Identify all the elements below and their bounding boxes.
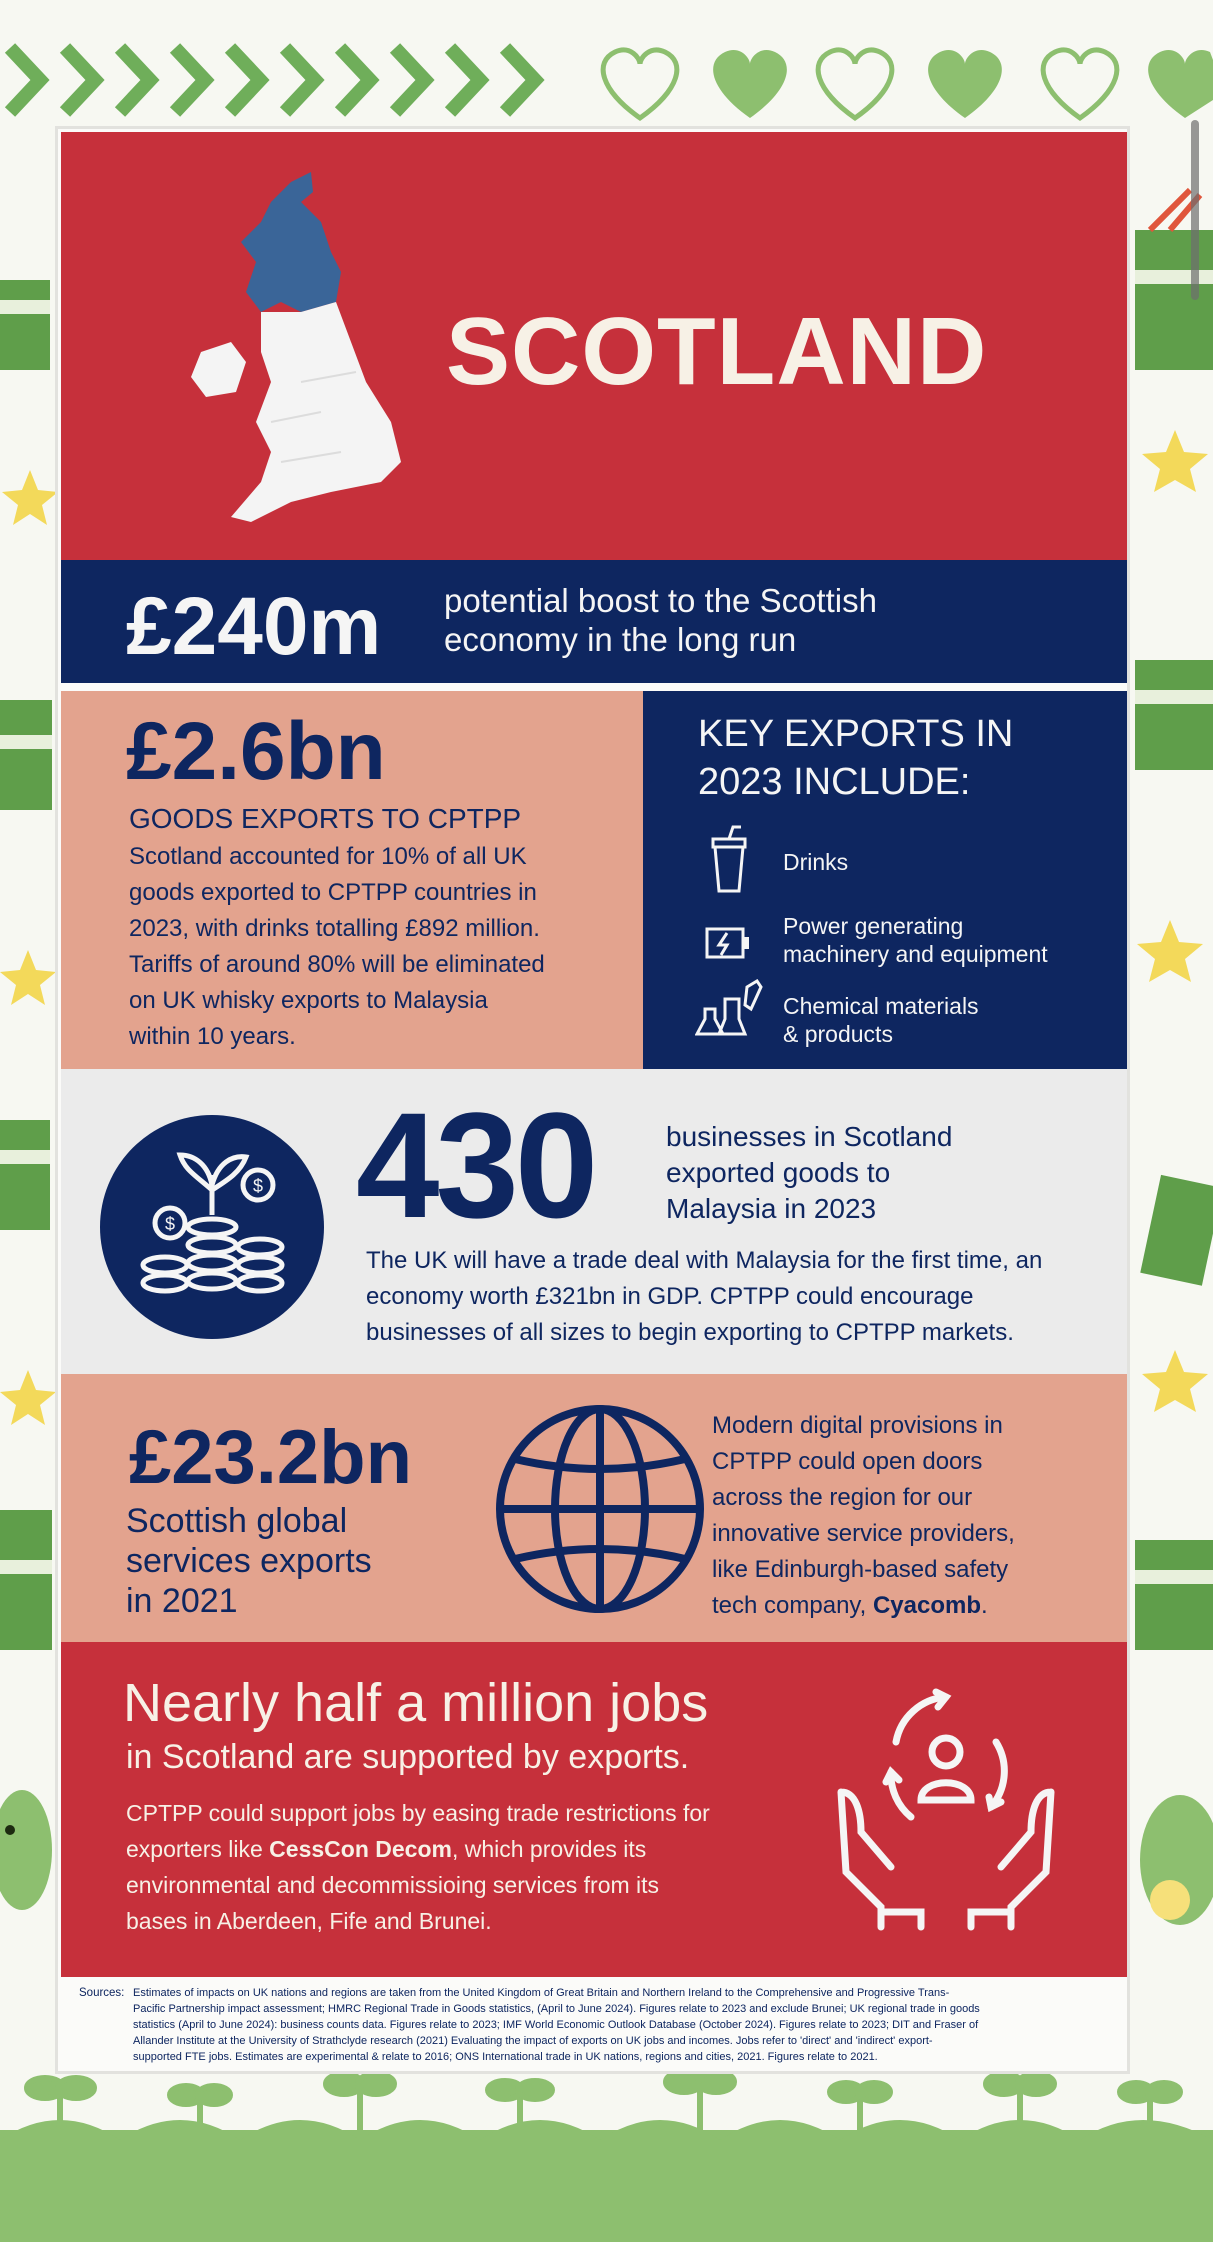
- goods-line-4: Tariffs of around 80% will be eliminated: [129, 951, 545, 978]
- services-para-line5: like Edinburgh-based safety: [712, 1556, 1009, 1583]
- businesses-para-line2: economy worth £321bn in GDP. CPTPP could encourage: [366, 1283, 974, 1310]
- uk-map-icon: [161, 162, 421, 532]
- jobs-line-2-suffix: , which provides its: [451, 1836, 647, 1862]
- services-para-suffix: .: [981, 1592, 988, 1619]
- services-para-line3: across the region for our: [712, 1484, 973, 1511]
- jobs-line-1: CPTPP could support jobs by easing trade restrictions for: [126, 1800, 710, 1826]
- services-para-line6: [712, 1592, 988, 1620]
- boost-text-line2: economy in the long run: [444, 621, 797, 658]
- goods-line-2: goods exported to CPTPP countries in: [129, 879, 537, 906]
- services-value: £23.2bn: [129, 1415, 413, 1500]
- goods-line-5: on UK whisky exports to Malaysia: [129, 987, 488, 1014]
- sources-line-2: Pacific Partnership impact assessment; HMRC Regional Trade in Goods statistics, (April to June 2024). Figures relate to 2023 and exclude Brunei; UK regional trade in goods: [133, 2003, 980, 2015]
- services-label-line2: services exports: [126, 1542, 372, 1580]
- jobs-section: [61, 1642, 1130, 1977]
- businesses-para-line1: The UK will have a trade deal with Malaysia for the first time, an: [366, 1247, 1043, 1274]
- goods-line-6: within 10 years.: [129, 1023, 296, 1050]
- scrollbar[interactable]: [1191, 120, 1199, 300]
- goods-exports-section: [61, 691, 643, 1069]
- drink-cup-icon: [709, 825, 749, 895]
- key-export-item-3-line1: Chemical materials: [783, 993, 979, 1019]
- businesses-para-line3: businesses of all sizes to begin exporting to CPTPP markets.: [366, 1319, 1014, 1346]
- boost-section: [61, 560, 1130, 683]
- chemistry-flasks-icon: [695, 979, 765, 1039]
- sources-line-4: Allander Institute at the University of Strathclyde research (2021) Evaluating the impact of exports on UK jobs and incomes. Jobs refer to 'direct' and 'indirect' export-: [133, 2035, 933, 2047]
- services-section: [61, 1374, 1130, 1642]
- key-export-item-2-line2: machinery and equipment: [783, 941, 1048, 967]
- jobs-line-4: bases in Aberdeen, Fife and Brunei.: [126, 1908, 492, 1934]
- key-export-item-1-line1: Drinks: [783, 849, 849, 875]
- header-section: [61, 132, 1130, 560]
- globe-icon: [487, 1404, 713, 1614]
- services-label-line1: Scottish global: [126, 1502, 348, 1540]
- hands-person-cycle-icon: [821, 1682, 1071, 1932]
- goods-line-3: 2023, with drinks totalling £892 million.: [129, 915, 540, 942]
- company-name-cesscon: CessCon Decom: [269, 1836, 452, 1862]
- boost-value: £240m: [126, 581, 382, 672]
- services-para-line4: innovative service providers,: [712, 1520, 1015, 1547]
- jobs-subhead: in Scotland are supported by exports.: [126, 1738, 690, 1776]
- sources-line-1: Estimates of impacts on UK nations and regions are taken from the United Kingdom of Great Britain and Northern Ireland to the Comprehensive and Progressive Trans-: [133, 1987, 950, 1999]
- businesses-text-line2: exported goods to: [666, 1157, 891, 1188]
- goods-line-1: Scotland accounted for 10% of all UK: [129, 843, 527, 870]
- svg-text:$: $: [252, 1176, 264, 1196]
- services-para-prefix: tech company,: [712, 1592, 873, 1619]
- jobs-line-2-prefix: exporters like: [126, 1836, 270, 1862]
- businesses-text-line1: businesses in Scotland: [666, 1121, 953, 1152]
- key-exports-section: [643, 691, 1130, 1069]
- boost-text-line1: potential boost to the Scottish: [444, 582, 877, 619]
- page-title: SCOTLAND: [446, 298, 988, 405]
- coins-plant-icon: [100, 1115, 325, 1340]
- services-para-line2: CPTPP could open doors: [712, 1448, 983, 1475]
- key-export-item-2-line1: Power generating: [783, 913, 964, 939]
- goods-value: £2.6bn: [126, 706, 386, 797]
- services-para-line1: Modern digital provisions in: [712, 1412, 1003, 1439]
- sources-line-3: statistics (April to June 2024): business counts data. Figures relate to 2023; IMF World Economic Outlook Database (October 2024). Figures relate to 2023; DIT and Fraser of: [133, 2019, 979, 2031]
- jobs-line-3: environmental and decommissioing services from its: [126, 1872, 660, 1898]
- svg-text:$: $: [164, 1214, 176, 1234]
- infographic-card: [55, 126, 1130, 2074]
- services-label-line3: in 2021: [126, 1582, 238, 1620]
- jobs-headline: Nearly half a million jobs: [123, 1673, 709, 1733]
- sources-label: Sources:: [79, 1987, 125, 1999]
- battery-power-icon: [705, 923, 751, 963]
- businesses-value: 430: [356, 1081, 595, 1249]
- sources-section: [61, 1977, 1130, 2074]
- goods-heading: GOODS EXPORTS TO CPTPP: [129, 803, 522, 834]
- key-exports-heading-line2: 2023 INCLUDE:: [698, 761, 971, 803]
- key-export-item-3-line2: & products: [783, 1021, 893, 1047]
- company-name-cyacomb: Cyacomb: [872, 1592, 982, 1619]
- businesses-section: [61, 1069, 1130, 1374]
- businesses-text-line3: Malaysia in 2023: [666, 1193, 877, 1224]
- sources-line-5: supported FTE jobs. Estimates are experimental & relate to 2016; ONS International trade in UK nations, regions and cities, 2021. Figures relate to 2021.: [133, 2051, 878, 2063]
- jobs-line-2: [126, 1836, 646, 1863]
- key-exports-heading-line1: KEY EXPORTS IN: [698, 713, 1014, 755]
